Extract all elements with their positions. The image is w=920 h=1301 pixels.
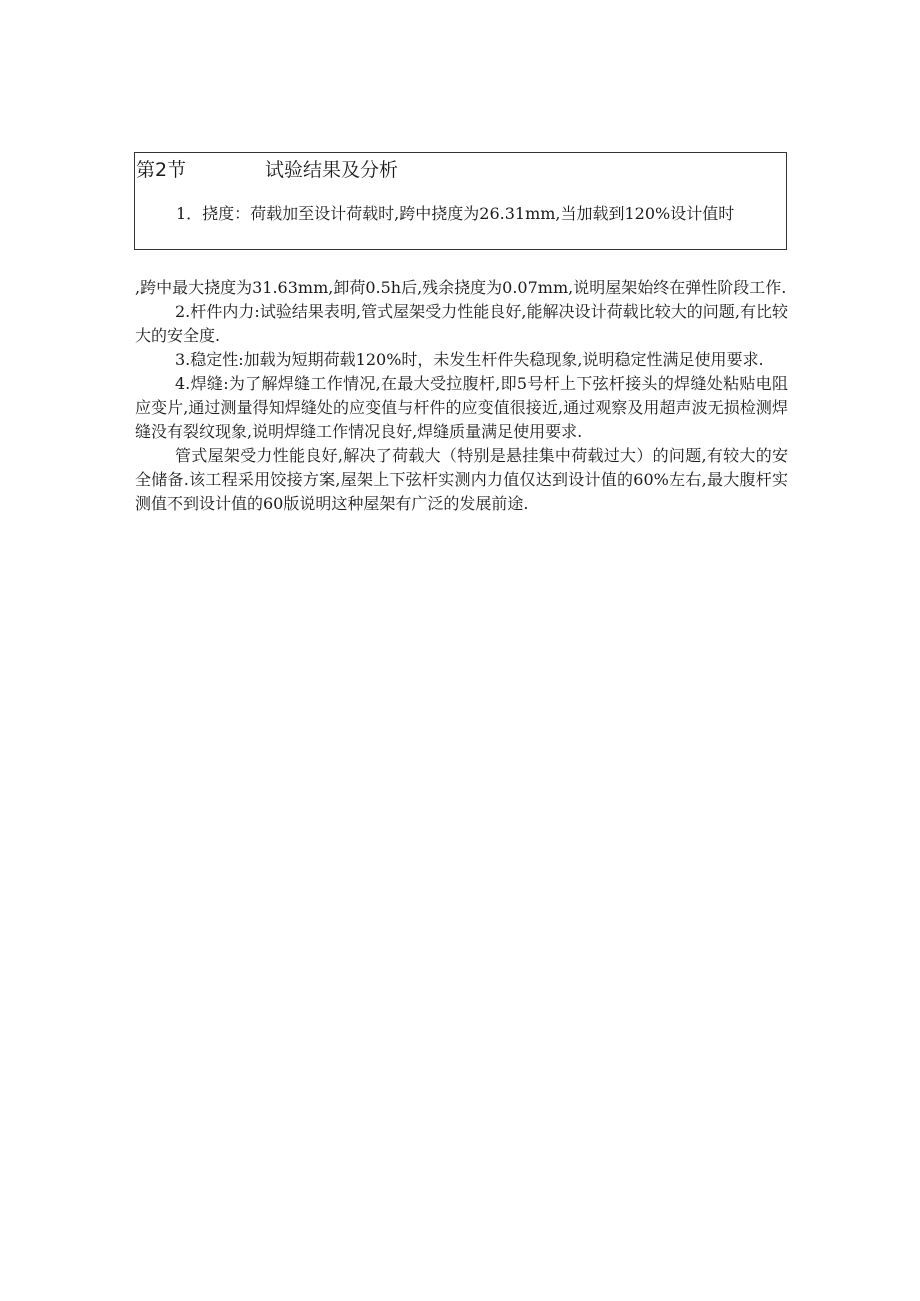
- weld-paragraph: 4.焊缝:为了解焊缝工作情况,在最大受拉腹杆,即5号杆上下弦杆接头的焊缝处粘贴电阻应变片,通过测量得知焊缝处的应变值与杆件的应变值很接近,通过观察及用超声波无损检测焊缝没有裂纹现象,说明焊缝工作情况良好,焊缝质量满足使用要求.: [135, 374, 788, 441]
- section-heading-box: [134, 152, 787, 250]
- deflection-paragraph-start: 1．挠度：荷载加至设计荷载时,跨中挠度为26.31mm,当加载到120%设计值时: [176, 204, 735, 223]
- section-title: 试验结果及分析: [265, 159, 399, 181]
- conclusion-paragraph: 管式屋架受力性能良好,解决了荷载大（特别是悬挂集中荷载过大）的问题,有较大的安全储备.该工程采用饺接方案,屋架上下弦杆实测内力值仅达到设计值的60%左右,最大腹杆实测值不到设计值的60版说明这种屋架有广泛的发展前途.: [135, 446, 788, 513]
- deflection-paragraph-continued: ,跨中最大挠度为31.63mm,卸荷0.5h后,残余挠度为0.07mm,说明屋架始终在弹性阶段工作.: [135, 278, 787, 297]
- section-heading: [136, 157, 399, 183]
- stability-paragraph: 3.稳定性:加载为短期荷载120%时，未发生杆件失稳现象,说明稳定性满足使用要求.: [175, 350, 764, 369]
- member-force-paragraph: 2.杆件内力:试验结果表明,管式屋架受力性能良好,能解决设计荷载比较大的问题,有比较大的安全度.: [135, 302, 788, 345]
- results-body: [135, 276, 788, 516]
- section-number: 第2节: [136, 159, 187, 181]
